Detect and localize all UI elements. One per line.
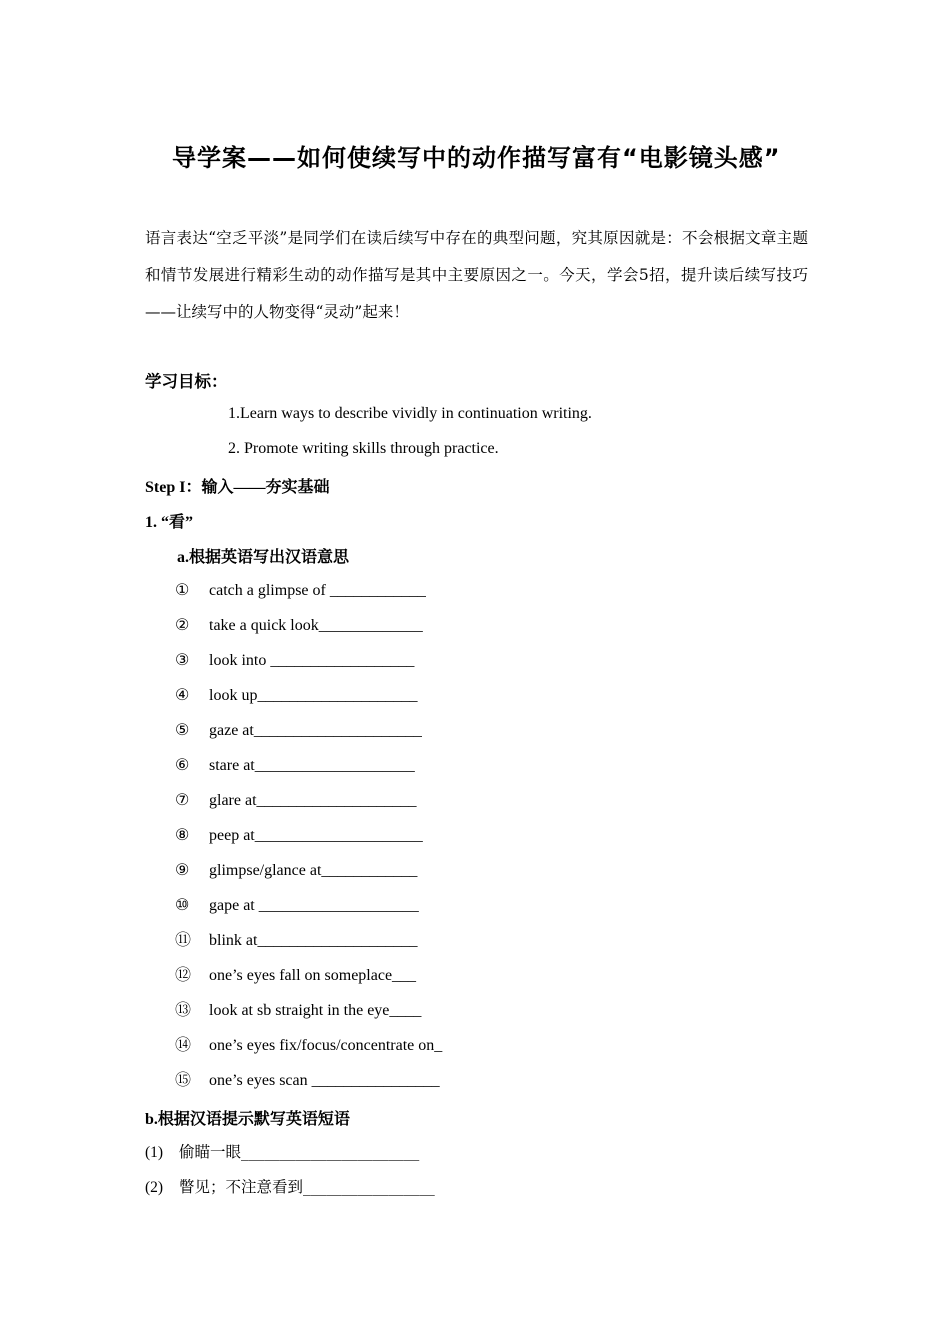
item-text: blink at____________________ (209, 932, 418, 949)
item-text: look into __________________ (209, 652, 415, 669)
item-text: catch a glimpse of ____________ (209, 582, 426, 599)
item-text: take a quick look_____________ (209, 617, 423, 634)
item-text: glare at____________________ (209, 792, 417, 809)
exercise-item (145, 1140, 419, 1164)
item-text: glimpse/glance at____________ (209, 862, 418, 879)
exercise-item (175, 859, 417, 883)
item-text: peep at_____________________ (209, 827, 423, 844)
exercise-item (175, 789, 417, 813)
item-text: gape at ____________________ (209, 897, 419, 914)
goal-item: 2. Promote writing skills through practice. (228, 440, 499, 457)
step1-heading: Step I：输入——夯实基础 (145, 479, 330, 496)
part-b-heading: b.根据汉语提示默写英语短语 (145, 1111, 350, 1128)
exercise-item (175, 719, 422, 743)
item-number: ① (175, 582, 190, 599)
exercise-item (175, 964, 416, 988)
item-text: one’s eyes fall on someplace___ (209, 967, 417, 984)
exercise-item (175, 894, 419, 918)
item-text: gaze at_____________________ (209, 722, 422, 739)
goal-item: 1.Learn ways to describe vividly in continuation writing. (228, 405, 592, 422)
item-number: ⑮ (175, 1072, 192, 1089)
item-number: ② (175, 617, 190, 634)
exercise-item (175, 754, 415, 778)
item-text: 瞥见；不注意看到_________________ (179, 1178, 435, 1196)
exercise-item (175, 824, 423, 848)
item-text: stare at____________________ (209, 757, 415, 774)
item-number: ⑥ (175, 757, 190, 774)
item-number: ⑫ (175, 967, 192, 984)
item-number: ⑩ (175, 897, 190, 914)
item-text: one’s eyes fix/focus/concentrate on_ (209, 1037, 443, 1054)
item-number: ⑪ (175, 932, 192, 949)
exercise-item (175, 684, 417, 708)
item-number: ④ (175, 687, 190, 704)
item-number: ⑧ (175, 827, 190, 844)
exercise-item (175, 579, 426, 603)
exercise-item (175, 1034, 442, 1058)
item-text: 偷瞄一眼_______________________ (179, 1143, 420, 1161)
exercise-item (175, 1069, 440, 1093)
exercise-item (145, 1175, 435, 1199)
item-text: one’s eyes scan ________________ (209, 1072, 440, 1089)
exercise-item (175, 614, 423, 638)
part-a-heading: a.根据英语写出汉语意思 (177, 549, 350, 566)
item-text: look up____________________ (209, 687, 418, 704)
goals-heading: 学习目标： (145, 372, 228, 391)
item-number: (2) (145, 1179, 164, 1196)
exercise-item (175, 929, 417, 953)
item-number: ⑤ (175, 722, 190, 739)
exercise-item (175, 649, 414, 673)
item-number: ⑬ (175, 1002, 192, 1019)
item-number: (1) (145, 1144, 164, 1161)
exercise-item (175, 999, 421, 1023)
item-number: ⑭ (175, 1037, 192, 1054)
section-look-heading: 1. “看” (145, 514, 194, 531)
item-number: ③ (175, 652, 190, 669)
item-text: look at sb straight in the eye____ (209, 1002, 422, 1019)
intro-paragraph: 语言表达“空乏平淡”是同学们在读后续写中存在的典型问题，究其原因就是：不会根据文章主题和情节发展进行精彩生动的动作描写是其中主要原因之一。今天，学会5招，提升读后续写技巧——让续写中的人物变得“灵动”起来！ (145, 229, 808, 321)
item-number: ⑨ (175, 862, 190, 879)
item-number: ⑦ (175, 792, 190, 809)
document-title: 导学案——如何使续写中的动作描写富有“电影镜头感” (172, 144, 781, 172)
